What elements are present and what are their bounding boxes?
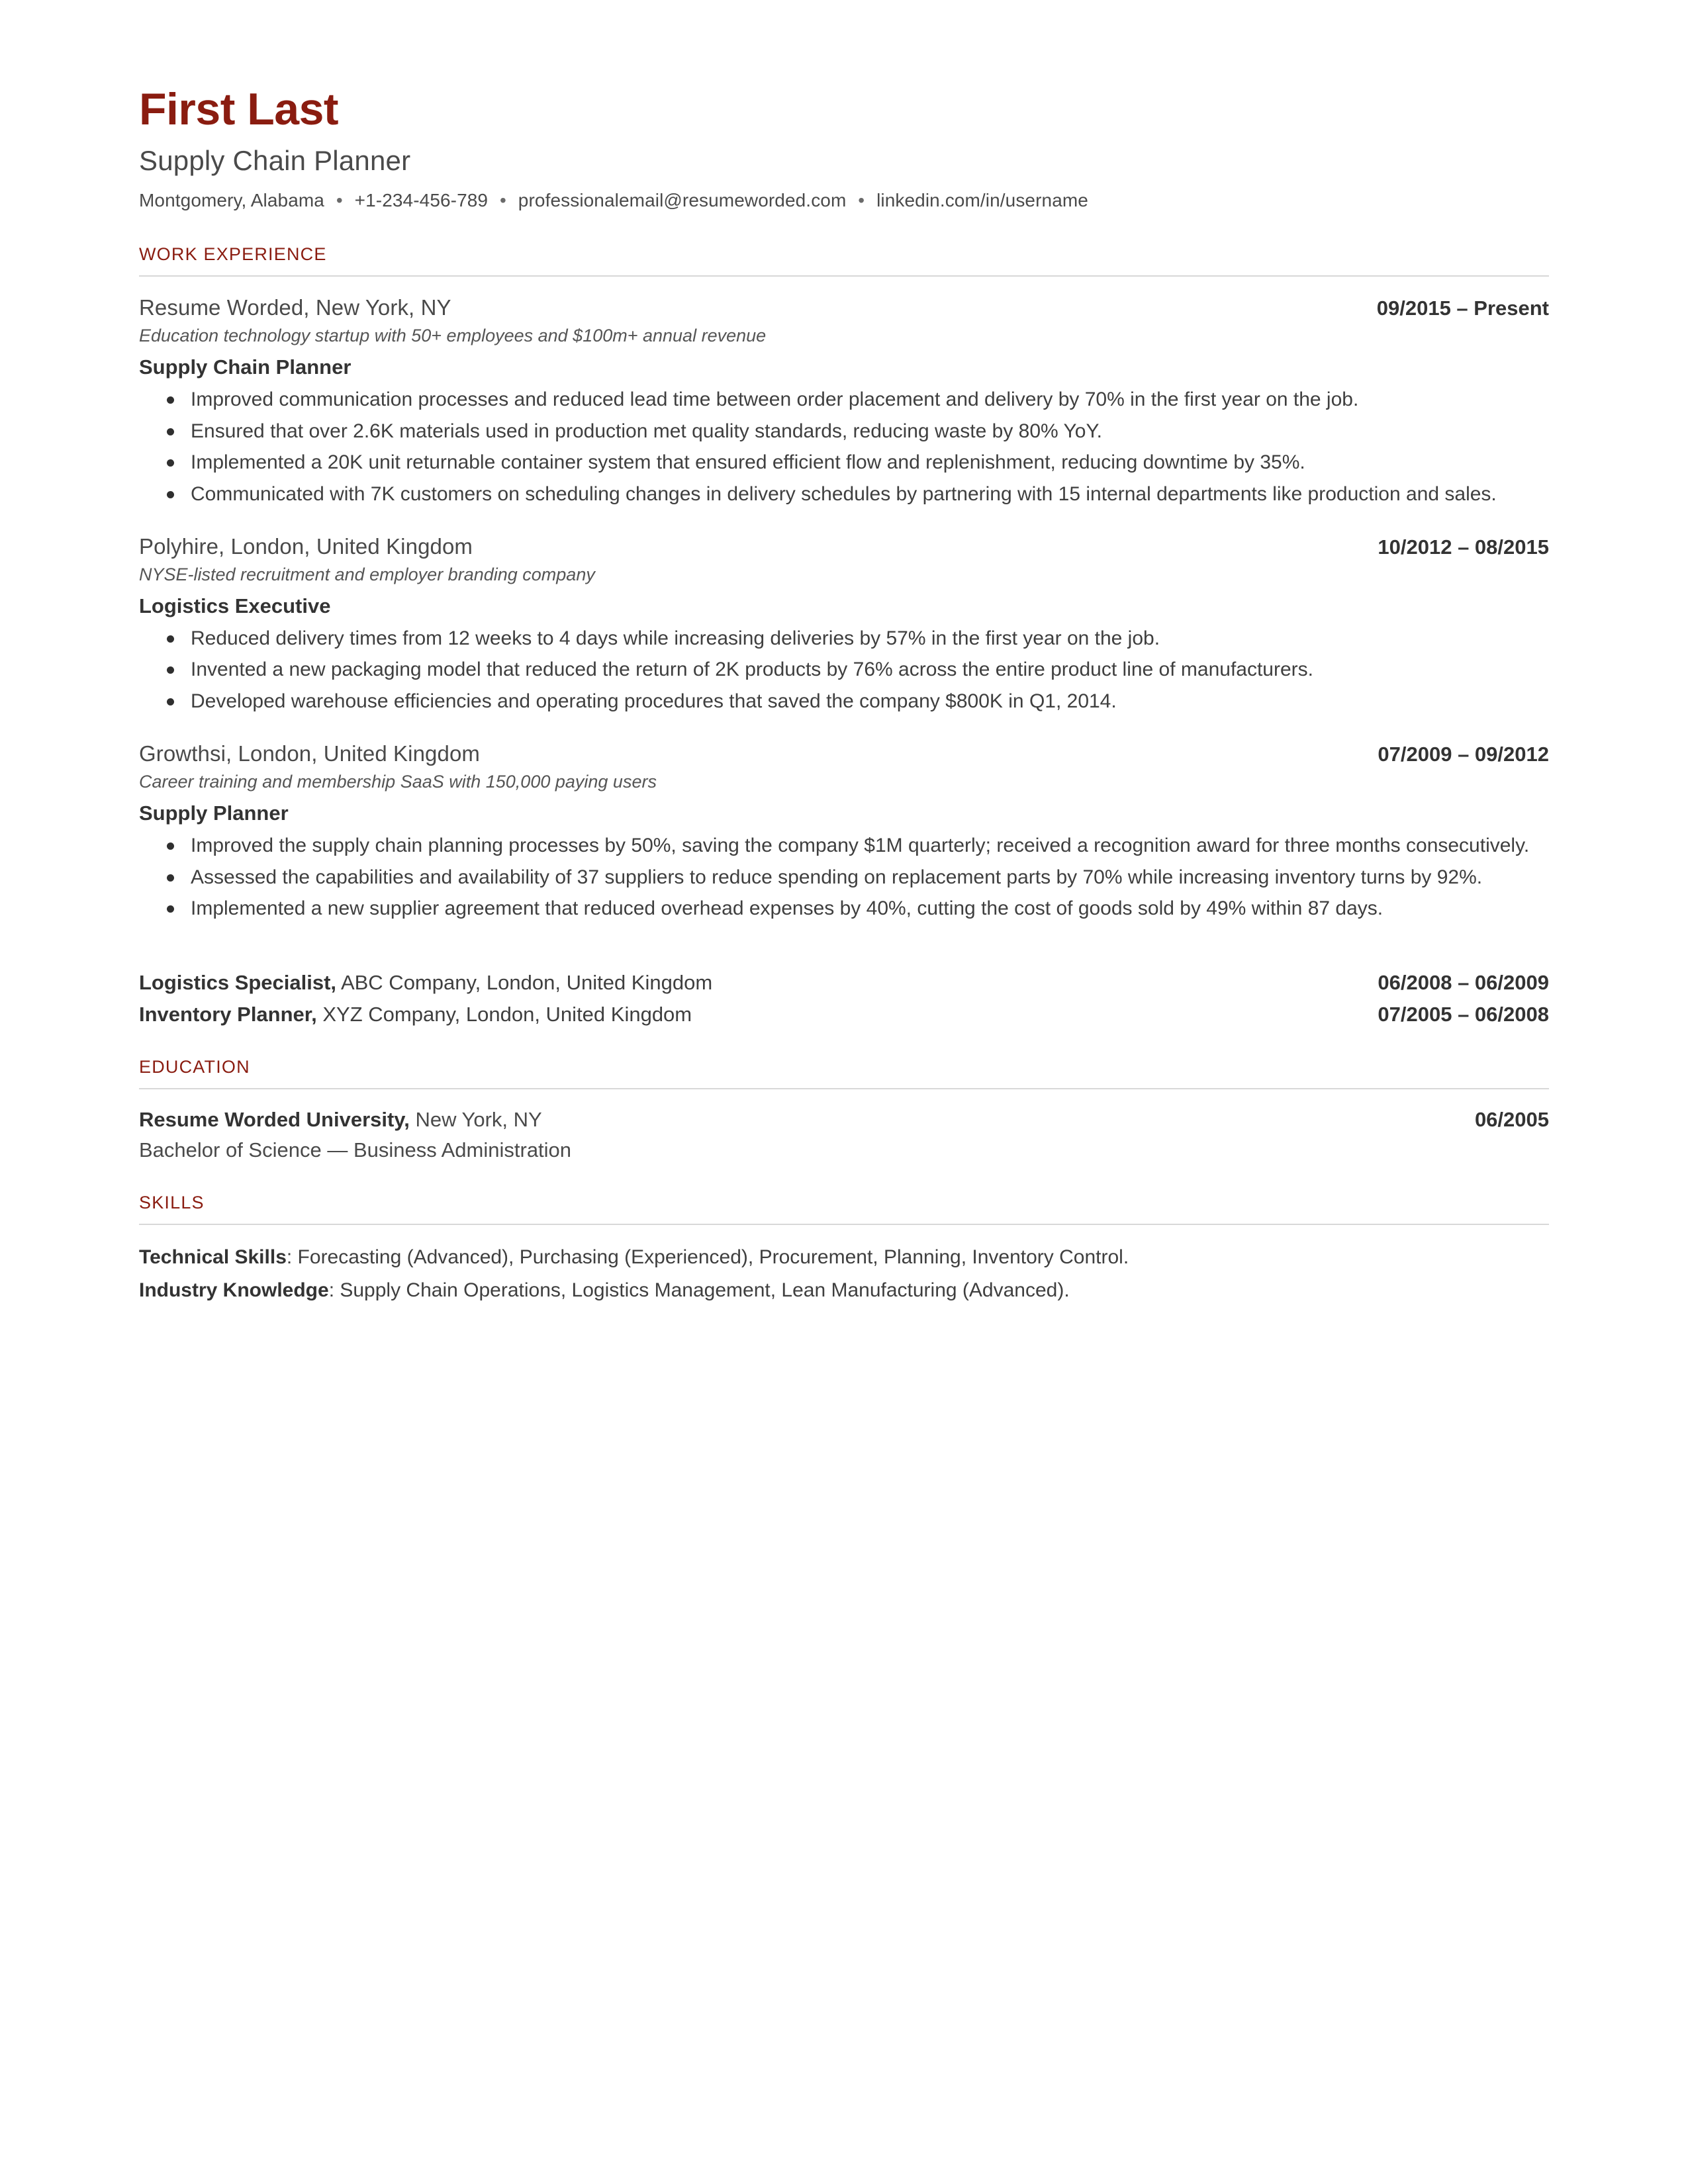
bullet-dot-icon (167, 491, 174, 498)
job-bullet-text: Developed warehouse efficiencies and operating procedures that saved the company $800K in Q1, 2014. (191, 690, 1117, 712)
bullet-dot-icon (167, 874, 174, 882)
contact-separator-3: • (858, 190, 865, 211)
job-company: Resume Worded, New York, NY (139, 295, 451, 320)
bullet-dot-icon (167, 905, 174, 913)
job-entry (139, 295, 1549, 508)
skill-values: : Supply Chain Operations, Logistics Management, Lean Manufacturing (Advanced). (328, 1279, 1070, 1302)
job-company: Polyhire, London, United Kingdom (139, 533, 473, 559)
job-company-description: Education technology startup with 50+ employees and $100m+ annual revenue (139, 326, 767, 346)
contact-phone: +1-234-456-789 (354, 190, 489, 211)
education-school-line (139, 1108, 542, 1132)
job-bullet-text: Invented a new packaging model that reduced the return of 2K products by 76% across the entire product line of manufacturers. (191, 659, 1313, 681)
short-role-title: Inventory Planner, (139, 1003, 317, 1026)
short-role-text (139, 971, 712, 995)
job-bullet (139, 418, 1549, 445)
section-title-work-experience: WORK EXPERIENCE (139, 244, 327, 265)
spacer (139, 948, 1549, 971)
job-entry (139, 534, 1549, 715)
contact-separator-2: • (500, 190, 506, 211)
job-bullet-text: Implemented a new supplier agreement that reduced overhead expenses by 40%, cutting the cost of goods sold by 49% within 87 days. (191, 897, 1383, 919)
job-role-title: Supply Chain Planner (139, 355, 352, 379)
job-bullet-text: Communicated with 7K customers on scheduling changes in delivery schedules by partnering with 15 internal departments like production and sales. (191, 482, 1497, 505)
job-bullet (139, 656, 1549, 683)
bullet-dot-icon (167, 635, 174, 643)
skill-line (139, 1277, 1549, 1304)
job-bullet-list (139, 625, 1549, 715)
bullet-dot-icon (167, 842, 174, 850)
job-bullet-text: Improved communication processes and reduced lead time between order placement and delivery by 70% in the first year on the job. (191, 388, 1359, 411)
job-header (139, 295, 1549, 320)
short-role-title: Logistics Specialist, (139, 971, 337, 995)
section-divider-education (139, 1088, 1549, 1089)
job-bullet (139, 895, 1549, 922)
short-role-entry (139, 971, 1549, 995)
short-role-company: XYZ Company, London, United Kingdom (316, 1003, 692, 1026)
section-divider-skills (139, 1224, 1549, 1225)
job-dates: 07/2009 – 09/2012 (1378, 743, 1549, 766)
job-bullet (139, 386, 1549, 413)
job-bullet-list (139, 386, 1549, 508)
job-bullet-text: Implemented a 20K unit returnable container system that ensured efficient flow and replenishment, reducing downtime by 35%. (191, 451, 1305, 474)
job-bullet (139, 480, 1549, 508)
job-bullet (139, 688, 1549, 715)
short-role-text (139, 1003, 692, 1026)
job-bullet (139, 625, 1549, 652)
job-bullet-list (139, 832, 1549, 922)
short-role-entry (139, 1003, 1549, 1026)
contact-email[interactable]: professionalemail@resumeworded.com (518, 190, 847, 211)
job-role-title: Supply Planner (139, 801, 289, 825)
contact-linkedin[interactable]: linkedin.com/in/username (876, 190, 1088, 211)
contact-location: Montgomery, Alabama (139, 190, 324, 211)
job-dates: 10/2012 – 08/2015 (1378, 535, 1549, 559)
contact-separator-1: • (336, 190, 343, 211)
skill-values: : Forecasting (Advanced), Purchasing (Experienced), Procurement, Planning, Inventory Control. (286, 1246, 1129, 1269)
job-header (139, 741, 1549, 766)
education-school: Resume Worded University, (139, 1108, 410, 1132)
job-bullet (139, 864, 1549, 891)
job-bullet-text: Assessed the capabilities and availability of 37 suppliers to reduce spending on replacement parts by 70% while increasing inventory turns by 92%. (191, 866, 1483, 888)
contact-line (139, 190, 1549, 211)
education-location: New York, NY (409, 1108, 542, 1132)
short-role-company: ABC Company, London, United Kingdom (336, 971, 713, 995)
short-role-dates: 06/2008 – 06/2009 (1378, 971, 1549, 995)
section-title-skills: SKILLS (139, 1193, 205, 1213)
job-company-description: NYSE-listed recruitment and employer branding company (139, 564, 595, 584)
bullet-dot-icon (167, 396, 174, 404)
job-entry (139, 741, 1549, 922)
job-dates: 09/2015 – Present (1376, 296, 1549, 320)
skill-category-label: Technical Skills (139, 1246, 287, 1269)
education-entry (139, 1108, 1549, 1162)
job-bullet-text: Improved the supply chain planning processes by 50%, saving the company $1M quarterly; received a recognition award for three months consecutively. (191, 835, 1530, 857)
short-role-dates: 07/2005 – 06/2008 (1378, 1003, 1549, 1026)
job-header (139, 534, 1549, 559)
education-header (139, 1108, 1549, 1132)
bullet-dot-icon (167, 666, 174, 674)
education-date: 06/2005 (1474, 1108, 1549, 1132)
job-bullet-text: Ensured that over 2.6K materials used in production met quality standards, reducing waste by 80% YoY. (191, 420, 1102, 442)
job-company: Growthsi, London, United Kingdom (139, 741, 480, 766)
job-role-title: Logistics Executive (139, 594, 331, 617)
job-bullet (139, 449, 1549, 476)
section-divider-work (139, 275, 1549, 277)
skill-category-label: Industry Knowledge (139, 1279, 329, 1302)
skill-line (139, 1244, 1549, 1271)
education-degree: Bachelor of Science — Business Administration (139, 1138, 572, 1162)
section-title-education: EDUCATION (139, 1057, 250, 1077)
bullet-dot-icon (167, 428, 174, 435)
job-bullet (139, 832, 1549, 859)
job-bullet-text: Reduced delivery times from 12 weeks to 4 days while increasing deliveries by 57% in the first year on the job. (191, 627, 1160, 649)
bullet-dot-icon (167, 698, 174, 705)
bullet-dot-icon (167, 459, 174, 467)
candidate-headline: Supply Chain Planner (139, 145, 411, 177)
job-company-description: Career training and membership SaaS with 150,000 paying users (139, 772, 657, 792)
candidate-name: First Last (139, 84, 339, 134)
